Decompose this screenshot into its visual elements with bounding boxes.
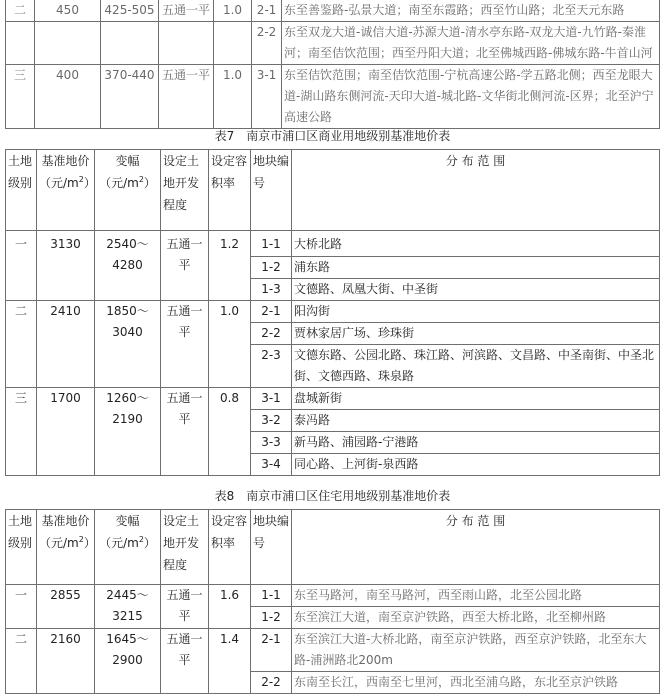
code-cell: 2-3 [251, 345, 292, 388]
header-code: 地块编号 [251, 510, 292, 585]
table-row [6, 231, 660, 257]
header-code: 地块编号 [251, 150, 292, 231]
header-range: 变幅 （元$/m^2$） [95, 150, 161, 231]
range-cell [101, 22, 159, 65]
scope-cell: 东至佶饮范围；南至佶饮范围-宁杭高速公路-学五路北侧；西至龙眼大道-湖山路东侧河流-天印大道-城北路-文华街北侧河流-区界；北至沪宁高速公路 [282, 65, 660, 129]
price-cell: 450 [35, 0, 101, 22]
grade-cell: 一 [6, 585, 37, 629]
scope-cell: 文德东路、公园北路、珠江路、河滨路、文昌路、中圣南街、中圣北街、文德西路、珠泉路 [292, 345, 660, 388]
code-cell: 1-2 [251, 257, 292, 279]
level-cell: 五通一平 [161, 301, 209, 388]
code-cell: 2-1 [251, 301, 292, 323]
level-cell: 五通一平 [159, 65, 214, 129]
code-cell: 1-1 [251, 585, 292, 607]
price-cell: 2410 [37, 301, 95, 388]
code-cell: 2-2 [251, 323, 292, 345]
range-cell: 1850～3040 [95, 301, 161, 388]
scope-cell: 阳沟街 [292, 301, 660, 323]
scope-cell: 同心路、上河街-泉西路 [292, 454, 660, 476]
scope-cell: 浦东路 [292, 257, 660, 279]
price-cell: 3130 [37, 231, 95, 301]
table8-caption: 表8 南京市浦口区住宅用地级别基准地价表 [214, 489, 451, 503]
header-grade: 土地级别 [6, 510, 37, 585]
scope-cell: 东至滨江大道，南至京沪铁路，西至大桥北路，北至柳州路 [292, 607, 660, 629]
code-cell: 3-4 [251, 454, 292, 476]
level-cell: 五通一平 [159, 0, 214, 22]
scope-cell: 东至滨江大道-大桥北路，南至京沪铁路，西至京沪铁路，北至东大路-浦洲路北200m [292, 629, 660, 672]
header-price: 基准地价 （元$/m^2$） [37, 150, 95, 231]
table-row [6, 65, 660, 129]
level-cell [159, 22, 214, 65]
range-cell: 2540～4280 [95, 231, 161, 301]
table-row [6, 22, 660, 65]
price-cell: 2855 [37, 585, 95, 629]
grade-cell: 二 [6, 301, 37, 388]
range-cell: 1260～2190 [95, 388, 161, 476]
range-cell: 370-440 [101, 65, 159, 129]
code-cell: 2-2 [251, 672, 292, 694]
scope-cell: 泰冯路 [292, 410, 660, 432]
scope-cell: 盘城新街 [292, 388, 660, 410]
level-cell: 五通一平 [161, 585, 209, 629]
grade-cell: 三 [6, 388, 37, 476]
code-cell: 2-1 [251, 629, 292, 672]
level-cell: 五通一平 [161, 629, 209, 694]
far-cell: 1.0 [209, 301, 251, 388]
code-cell: 3-2 [251, 410, 292, 432]
header-range: 变幅 （元$/m^2$） [95, 510, 161, 585]
grade-cell: 二 [6, 0, 35, 22]
table-row [6, 585, 660, 607]
header-scope: 分 布 范 围 [292, 150, 660, 231]
level-cell: 五通一平 [161, 388, 209, 476]
table-header-row [6, 510, 660, 585]
range-cell: 425-505 [101, 0, 159, 22]
scope-cell: 大桥北路 [292, 231, 660, 257]
table-row [6, 301, 660, 323]
code-cell: 3-3 [251, 432, 292, 454]
code-cell: 1-3 [251, 279, 292, 301]
far-cell: 1.2 [209, 231, 251, 301]
far-cell: 1.6 [209, 585, 251, 629]
top-continued-table [5, 0, 660, 129]
header-level: 设定土地开发程度 [161, 150, 209, 231]
table-row [6, 0, 660, 22]
code-cell: 2-2 [252, 22, 282, 65]
price-cell: 1700 [37, 388, 95, 476]
header-level: 设定土地开发程度 [161, 510, 209, 585]
header-grade: 土地级别 [6, 150, 37, 231]
far-cell [214, 22, 252, 65]
table-row [6, 388, 660, 410]
scope-cell: 东南至长江，西南至七里河，西北至浦乌路，东北至京沪铁路 [292, 672, 660, 694]
scope-cell: 新马路、浦园路-宁港路 [292, 432, 660, 454]
price-cell: 2160 [37, 629, 95, 694]
header-price: 基准地价 （元$/m^2$） [37, 510, 95, 585]
table-row [6, 629, 660, 672]
code-cell: 3-1 [251, 388, 292, 410]
header-far: 设定容积率 [209, 510, 251, 585]
table-header-row [6, 150, 660, 231]
code-cell: 2-1 [252, 0, 282, 22]
price-cell: 400 [35, 65, 101, 129]
far-cell: 0.8 [209, 388, 251, 476]
code-cell: 1-1 [251, 231, 292, 257]
level-cell: 五通一平 [161, 231, 209, 301]
range-cell: 2445～3215 [95, 585, 161, 629]
table7 [5, 149, 660, 476]
code-cell: 3-1 [252, 65, 282, 129]
far-cell: 1.0 [214, 65, 252, 129]
table8 [5, 509, 660, 694]
table7-caption: 表7 南京市浦口区商业用地级别基准地价表 [214, 129, 451, 143]
grade-cell: 三 [6, 65, 35, 129]
header-far: 设定容积率 [209, 150, 251, 231]
grade-cell: 一 [6, 231, 37, 301]
scope-cell: 东至善鉴路-弘景大道；南至东霞路；西至竹山路；北至天元东路 [282, 0, 660, 22]
grade-cell: 二 [6, 629, 37, 694]
range-cell: 1645～2900 [95, 629, 161, 694]
far-cell: 1.4 [209, 629, 251, 694]
scope-cell: 文德路、凤凰大街、中圣街 [292, 279, 660, 301]
grade-cell [6, 22, 35, 65]
header-scope: 分 布 范 围 [292, 510, 660, 585]
far-cell: 1.0 [214, 0, 252, 22]
scope-cell: 东至马路河，南至马路河，西至雨山路，北至公园北路 [292, 585, 660, 607]
price-cell [35, 22, 101, 65]
code-cell: 1-2 [251, 607, 292, 629]
scope-cell: 贾林家居广场、珍珠街 [292, 323, 660, 345]
scope-cell: 东至双龙大道-诚信大道-苏源大道-清水亭东路-双龙大道-九竹路-秦淮河；南至佶饮范围；西至丹阳大道；北至佛城西路-佛城东路-牛首山河 [282, 22, 660, 65]
